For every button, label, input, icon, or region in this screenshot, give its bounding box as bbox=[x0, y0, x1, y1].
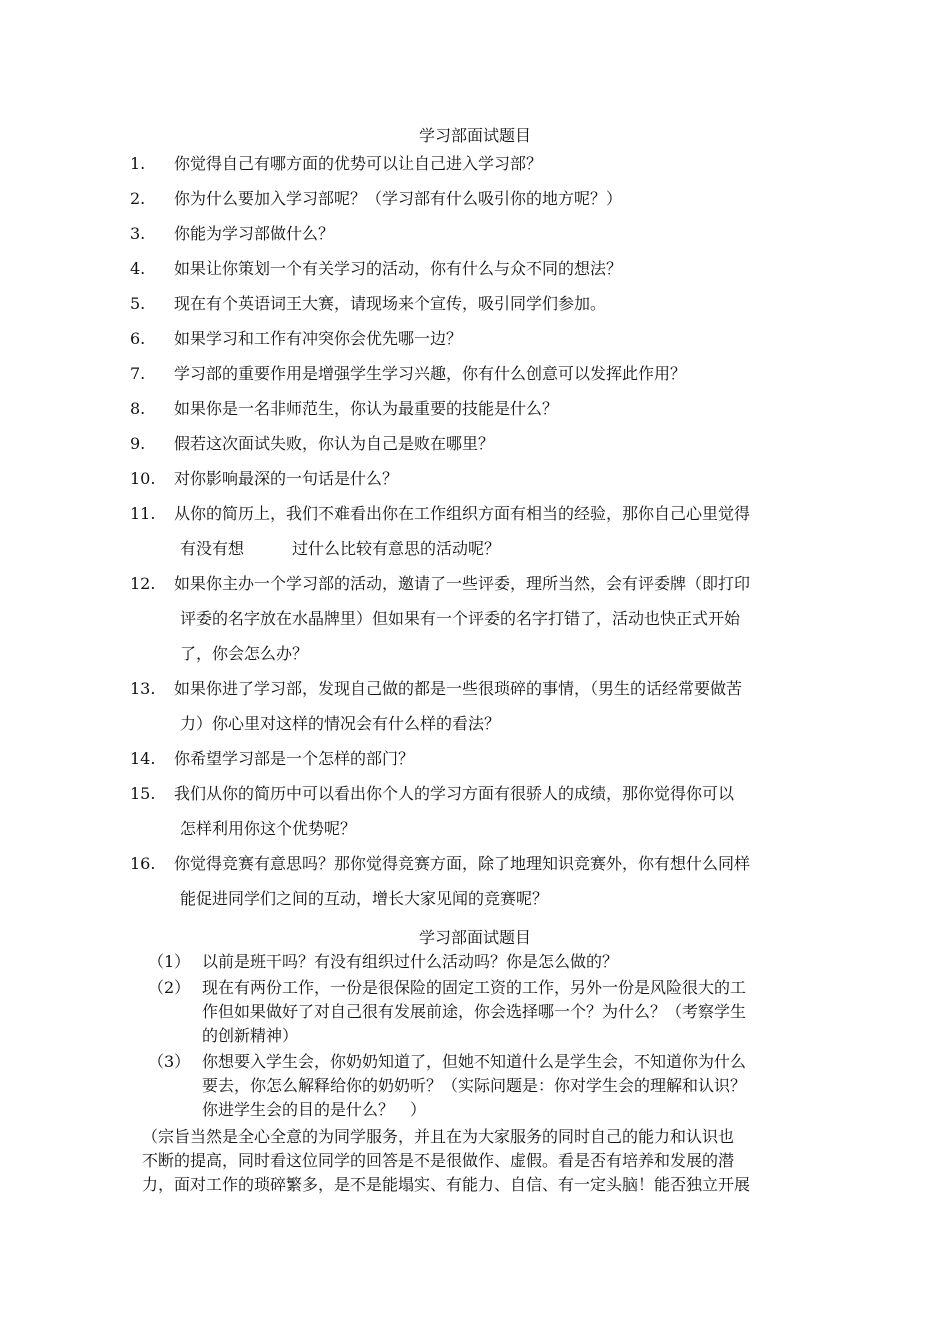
question-item bbox=[130, 286, 850, 321]
question-item bbox=[130, 846, 850, 916]
question-number: 9. bbox=[130, 434, 146, 453]
question-text bbox=[174, 216, 850, 251]
question-line: 如果学习和工作有冲突你会优先哪一边？ bbox=[174, 329, 463, 348]
question-item bbox=[130, 181, 850, 216]
question-line: 现在有个英语词王大赛，请现场来个宣传，吸引同学们参加。 bbox=[174, 294, 607, 313]
note-line: （宗旨当然是全心全意的为同学服务，并且在为大家服务的同时自己的能力和认识也 bbox=[142, 1127, 735, 1146]
question-line: 如果你进了学习部，发现自己做的都是一些很琐碎的事情，（男生的话经常要做苦 bbox=[174, 679, 743, 698]
question-item bbox=[130, 671, 850, 741]
question-number: 15. bbox=[130, 784, 156, 803]
question-text bbox=[174, 496, 850, 566]
paren-question-line: 作但如果做好了对自己很有发展前途，你会选择哪一个？为什么？（考察学生 bbox=[202, 1002, 747, 1021]
paren-question-item bbox=[148, 950, 850, 974]
paren-question-text bbox=[202, 950, 850, 974]
question-text bbox=[174, 286, 850, 321]
question-item bbox=[130, 216, 850, 251]
paren-question-text bbox=[202, 1050, 850, 1122]
paren-question-item bbox=[148, 976, 850, 1048]
question-text bbox=[174, 356, 850, 391]
question-item bbox=[130, 741, 850, 776]
question-line: 如果你主办一个学习部的活动，邀请了一些评委，理所当然，会有评委牌（即打印 bbox=[174, 574, 751, 593]
question-line: 你觉得竞赛有意思吗？那你觉得竞赛方面，除了地理知识竞赛外，你有想什么同样 bbox=[174, 854, 751, 873]
question-text bbox=[174, 776, 850, 846]
question-line: 力）你心里对这样的情况会有什么样的看法？ bbox=[180, 714, 501, 733]
question-number: 13. bbox=[130, 679, 156, 698]
question-item bbox=[130, 461, 850, 496]
question-item bbox=[130, 251, 850, 286]
question-number: 8. bbox=[130, 399, 146, 418]
question-item bbox=[130, 426, 850, 461]
question-line: 学习部的重要作用是增强学生学习兴趣，你有什么创意可以发挥此作用？ bbox=[174, 364, 687, 383]
paren-question-line: 现在有两份工作，一份是很保险的固定工资的工作，另外一份是风险很大的工 bbox=[202, 978, 747, 997]
question-text bbox=[174, 426, 850, 461]
question-line: 有没有想 过什么比较有意思的活动呢？ bbox=[180, 539, 501, 558]
question-number: 1. bbox=[130, 154, 146, 173]
question-number: 14. bbox=[130, 749, 156, 768]
paren-question-number: （2） bbox=[148, 978, 191, 997]
question-text bbox=[174, 846, 850, 916]
question-number: 10. bbox=[130, 469, 156, 488]
question-text bbox=[174, 671, 850, 741]
paren-question-item bbox=[148, 1050, 850, 1122]
question-number: 12. bbox=[130, 574, 156, 593]
section2-title: 学习部面试题目 bbox=[418, 928, 531, 947]
question-text bbox=[174, 391, 850, 426]
question-text bbox=[174, 566, 850, 671]
paren-question-number: （3） bbox=[148, 1052, 191, 1071]
question-item bbox=[130, 146, 850, 181]
question-item bbox=[130, 321, 850, 356]
question-text bbox=[174, 251, 850, 286]
question-line: 如果你是一名非师范生，你认为最重要的技能是什么？ bbox=[174, 399, 559, 418]
question-line: 你觉得自己有哪方面的优势可以让自己进入学习部？ bbox=[174, 154, 543, 173]
question-line: 怎样利用你这个优势呢？ bbox=[180, 819, 357, 838]
paren-question-list bbox=[148, 950, 850, 1124]
question-number: 4. bbox=[130, 259, 146, 278]
question-item bbox=[130, 496, 850, 566]
paren-question-line: 以前是班干吗？有没有组织过什么活动吗？你是怎么做的？ bbox=[202, 952, 619, 971]
question-list bbox=[130, 146, 850, 916]
paren-question-line: 你进学生会的目的是什么？ ） bbox=[202, 1100, 427, 1119]
question-item bbox=[130, 391, 850, 426]
note-paragraph bbox=[142, 1125, 852, 1197]
question-line: 评委的名字放在水晶牌里）但如果有一个评委的名字打错了，活动也快正式开始 bbox=[180, 609, 741, 628]
question-item bbox=[130, 566, 850, 671]
question-number: 6. bbox=[130, 329, 146, 348]
question-line: 能促进同学们之间的互动，增长大家见闻的竞赛呢？ bbox=[180, 889, 549, 908]
question-number: 3. bbox=[130, 224, 146, 243]
paren-question-line: 的创新精神） bbox=[202, 1026, 299, 1045]
question-line: 你能为学习部做什么？ bbox=[174, 224, 335, 243]
question-number: 11. bbox=[130, 504, 156, 523]
note-line: 力，面对工作的琐碎繁多，是不是能塌实、有能力、自信、有一定头脑！能否独立开展 bbox=[142, 1175, 751, 1194]
question-number: 16. bbox=[130, 854, 156, 873]
note-line: 不断的提高，同时看这位同学的回答是不是很做作、虚假。看是否有培养和发展的潜 bbox=[142, 1151, 735, 1170]
question-item bbox=[130, 776, 850, 846]
section1-title: 学习部面试题目 bbox=[418, 126, 531, 145]
question-text bbox=[174, 741, 850, 776]
paren-question-line: 你想要入学生会，你奶奶知道了，但她不知道什么是学生会，不知道你为什么 bbox=[202, 1052, 747, 1071]
question-line: 对你影响最深的一句话是什么？ bbox=[174, 469, 399, 488]
question-item bbox=[130, 356, 850, 391]
paren-question-number: （1） bbox=[148, 952, 191, 971]
question-line: 如果让你策划一个有关学习的活动，你有什么与众不同的想法？ bbox=[174, 259, 623, 278]
question-line: 你为什么要加入学习部呢？（学习部有什么吸引你的地方呢？） bbox=[174, 189, 623, 208]
question-line: 我们从你的简历中可以看出你个人的学习方面有很骄人的成绩，那你觉得你可以 bbox=[174, 784, 735, 803]
question-line: 从你的简历上，我们不难看出你在工作组织方面有相当的经验，那你自己心里觉得 bbox=[174, 504, 751, 523]
question-text bbox=[174, 146, 850, 181]
question-number: 7. bbox=[130, 364, 146, 383]
question-number: 2. bbox=[130, 189, 146, 208]
question-text bbox=[174, 321, 850, 356]
paren-question-text bbox=[202, 976, 850, 1048]
question-line: 假若这次面试失败，你认为自己是败在哪里？ bbox=[174, 434, 495, 453]
question-line: 了，你会怎么办？ bbox=[180, 644, 309, 663]
question-text bbox=[174, 461, 850, 496]
question-line: 你希望学习部是一个怎样的部门？ bbox=[174, 749, 415, 768]
question-text bbox=[174, 181, 850, 216]
paren-question-line: 要去，你怎么解释给你的奶奶听？（实际问题是：你对学生会的理解和认识？ bbox=[202, 1076, 747, 1095]
question-number: 5. bbox=[130, 294, 146, 313]
